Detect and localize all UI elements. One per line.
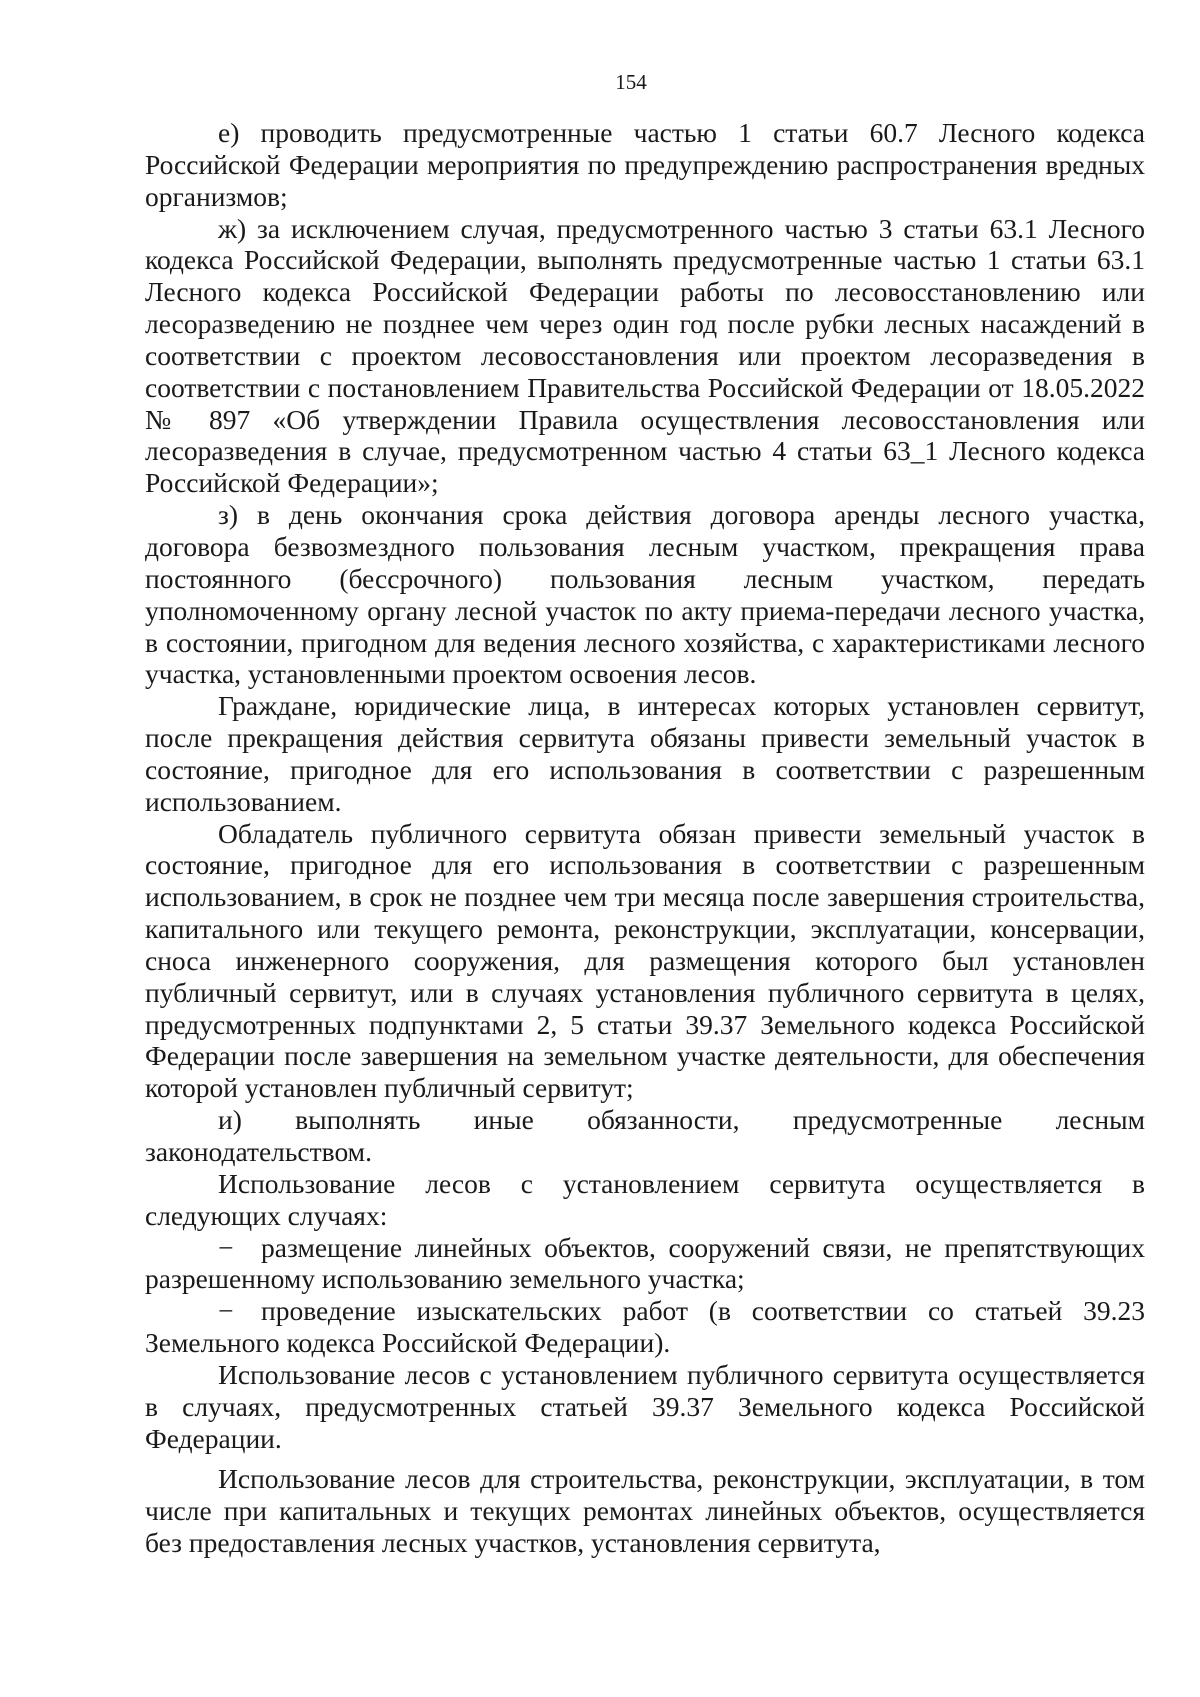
paragraph-z: з) в день окончания срока действия договора аренды лесного участка, договора безвозмездного пользования лесным участком, прекращения права постоянного (бессрочного) пользования лесным участком, передать уполномоченному органу лесной участок по акту приема-передачи лесного участка, в состоянии, пригодном для ведения лесного хозяйства, с характеристиками лесного участка, установленными проектом освоения лесов. (145, 499, 1145, 690)
document-body (145, 117, 1145, 1559)
paragraph-public-servitude-cases: Использование лесов с установлением публичного сервитута осуществляется в случаях, предусмотренных статьей 39.37 Земельного кодекса Российской Федерации. (145, 1358, 1145, 1454)
page-number: 154 (615, 70, 647, 94)
paragraph-servitude-holders: Граждане, юридические лица, в интересах которых установлен сервитут, после прекращения действия сервитута обязаны привести земельный участок в состояние, пригодное для его использования в соответствии с разрешенным использованием. (145, 690, 1145, 817)
paragraph-e: е) проводить предусмотренные частью 1 статьи 60.7 Лесного кодекса Российской Федерации мероприятия по предупреждению распространения вредных организмов; (145, 117, 1145, 212)
list-item-survey-works: − проведение изыскательских работ (в соответствии со статьей 39.23 Земельного кодекса Российской Федерации). (145, 1295, 1145, 1359)
paragraph-i: и) выполнять иные обязанности, предусмотренные лесным законодательством. (145, 1104, 1145, 1167)
paragraph-public-servitude-holder: Обладатель публичного сервитута обязан привести земельный участок в состояние, пригодное для его использования в соответствии с разрешенным использованием, в срок не позднее чем три месяца после завершения строительства, капитального или текущего ремонта, реконструкции, эксплуатации, консервации, сноса инженерного сооружения, для размещения которого был установлен публичный сервитут, или в случаях установления публичного сервитута в целях, предусмотренных подпунктами 2, 5 статьи 39.37 Земельного кодекса Российской Федерации после завершения на земельном участке деятельности, для обеспечения которой установлен публичный сервитут; (145, 817, 1145, 1104)
paragraph-linear-objects-use: Использование лесов для строительства, реконструкции, эксплуатации, в том числе при капитальных и текущих ремонтах линейных объектов, осуществляется без предоставления лесных участков, установления сервитута, (145, 1463, 1145, 1559)
list-item-linear-objects: − размещение линейных объектов, сооружений связи, не препятствующих разрешенному использованию земельного участка; (145, 1231, 1145, 1295)
paragraph-servitude-cases: Использование лесов с установлением сервитута осуществляется в следующих случаях: (145, 1167, 1145, 1231)
paragraph-zh: ж) за исключением случая, предусмотренного частью 3 статьи 63.1 Лесного кодекса Российской Федерации, выполнять предусмотренные частью 1 статьи 63.1 Лесного кодекса Российской Федерации работы по лесовосстановлению или лесоразведению не позднее чем через один год после рубки лесных насаждений в соответствии с проектом лесовосстановления или проектом лесоразведения в соответствии с постановлением Правительства Российской Федерации от 18.05.2022 № 897 «Об утверждении Правила осуществления лесовосстановления или лесоразведения в случае, предусмотренном частью 4 статьи 63_1 Лесного кодекса Российской Федерации»; (145, 212, 1145, 499)
